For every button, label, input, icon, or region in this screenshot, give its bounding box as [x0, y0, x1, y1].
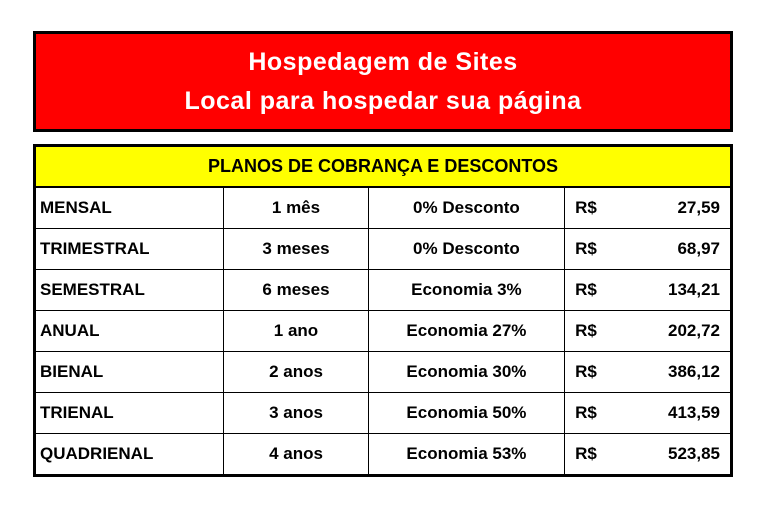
plan-name: TRIMESTRAL — [35, 229, 224, 270]
plan-currency: R$ — [565, 187, 610, 229]
plan-name: TRIENAL — [35, 393, 224, 434]
plan-price: 386,12 — [610, 352, 732, 393]
plan-period: 3 anos — [224, 393, 368, 434]
page-title: Hospedagem de Sites — [248, 47, 518, 76]
plan-currency: R$ — [565, 229, 610, 270]
plan-name: QUADRIENAL — [35, 434, 224, 476]
table-row — [35, 352, 732, 393]
plan-period: 6 meses — [224, 270, 368, 311]
plan-name: SEMESTRAL — [35, 270, 224, 311]
plan-period: 1 mês — [224, 187, 368, 229]
plan-name: ANUAL — [35, 311, 224, 352]
plan-period: 3 meses — [224, 229, 368, 270]
plan-currency: R$ — [565, 311, 610, 352]
plan-currency: R$ — [565, 393, 610, 434]
plan-period: 4 anos — [224, 434, 368, 476]
plan-period: 2 anos — [224, 352, 368, 393]
plan-currency: R$ — [565, 270, 610, 311]
header-banner — [33, 31, 733, 132]
plan-discount: Economia 50% — [368, 393, 564, 434]
plan-period: 1 ano — [224, 311, 368, 352]
plan-currency: R$ — [565, 352, 610, 393]
table-title: PLANOS DE COBRANÇA E DESCONTOS — [35, 146, 732, 188]
plan-price: 68,97 — [610, 229, 732, 270]
plan-discount: Economia 30% — [368, 352, 564, 393]
plan-discount: 0% Desconto — [368, 187, 564, 229]
table-row — [35, 187, 732, 229]
plan-price: 202,72 — [610, 311, 732, 352]
plan-price: 413,59 — [610, 393, 732, 434]
plans-table — [33, 144, 733, 477]
plan-discount: 0% Desconto — [368, 229, 564, 270]
plan-discount: Economia 3% — [368, 270, 564, 311]
table-row — [35, 270, 732, 311]
plan-discount: Economia 27% — [368, 311, 564, 352]
page-subtitle: Local para hospedar sua página — [184, 86, 582, 115]
table-row — [35, 311, 732, 352]
table-row — [35, 393, 732, 434]
plan-currency: R$ — [565, 434, 610, 476]
plan-discount: Economia 53% — [368, 434, 564, 476]
plan-price: 27,59 — [610, 187, 732, 229]
table-row — [35, 229, 732, 270]
plan-price: 523,85 — [610, 434, 732, 476]
table-row — [35, 434, 732, 476]
plan-price: 134,21 — [610, 270, 732, 311]
plan-name: BIENAL — [35, 352, 224, 393]
plan-name: MENSAL — [35, 187, 224, 229]
